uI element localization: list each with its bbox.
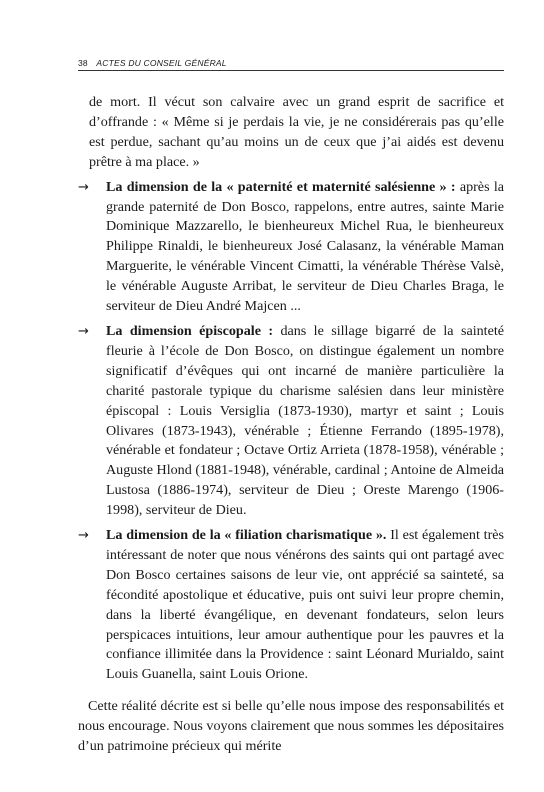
list-item <box>78 526 504 685</box>
list-item-heading: La dimension de la « filiation charismatique ». <box>106 527 387 544</box>
list-item-text <box>106 322 504 521</box>
running-header <box>78 58 504 71</box>
closing-paragraph: Cette réalité décrite est si belle qu’elle nous impose des responsabilités et nous encourage. Nous voyons clairement que nous sommes les dépositaires d’un patrimoine précieux qui mérite <box>78 698 504 755</box>
page-number: 38 <box>78 58 88 68</box>
arrow-icon: → <box>78 179 89 195</box>
intro-paragraph: de mort. Il vécut son calvaire avec un grand esprit de sacrifice et d’offrande : « Même si je perdais la vie, je ne considérerais pas qu’elle est perdue, sachant qu’au moins un de ceux que j’ai aidés est devenu prêtre à ma place. » <box>89 94 504 170</box>
list-item-heading: La dimension épiscopale : <box>106 322 274 339</box>
arrow-icon: → <box>78 323 89 339</box>
arrow-icon: → <box>78 528 89 544</box>
list-item-body: après la grande paternité de Don Bosco, rappelons, entre autres, sainte Marie Dominique Mazzarello, le bienheureux Michel Rua, le bienheureux Philippe Rinaldi, le bienheureux José Calasanz, la vénérable Maman Marguerite, le vénérable Vincent Cimatti, la vénérable Thérèse Valsè, le vénérable Auguste Arribat, le serviteur de Dieu Charles Braga, le serviteur de Dieu André Majcen ... <box>106 178 504 315</box>
page-body <box>78 93 504 757</box>
list-item <box>78 322 504 521</box>
running-title: ACTES DU CONSEIL GÉNÉRAL <box>96 58 227 68</box>
list-item-text <box>106 526 504 685</box>
list-item-body: dans le sillage bigarré de la sainteté fleurie à l’école de Don Bosco, on distingue également un nombre significatif d’évêques qui ont incarné de manière particulière la charité pastorale typique du charisme salésien dans leur ministère épiscopal : Louis Versiglia (1873-1930), martyr et saint ; Louis Olivares (1873-1943), vénérable ; Étienne Ferrando (1895-1978), vénérable et fondateur ; Octave Ortiz Arrieta (1878-1958), vénérable ; Auguste Hlond (1881-1948), vénérable, cardinal ; Antoine de Almeida Lustosa (1886-1974), serviteur de Dieu ; Oreste Marengo (1906-1998), serviteur de Dieu. <box>106 322 505 519</box>
list-item <box>78 178 504 317</box>
list-item-body: Il est également très intéressant de noter que nous vénérons des saints qui ont partagé avec Don Bosco certaines saisons de leur vie, ont apprécié sa sainteté, sa fécondité apostolique et éducative, puis ont suivi leur propre chemin, dans la liberté évangélique, en devenant fondateurs, selon leurs perspicaces intuitions, leur amour authentique pour les pauvres et la confiance illimitée dans la Providence : saint Léonard Murialdo, saint Louis Guanella, saint Louis Orione. <box>106 527 505 683</box>
list-item-text <box>106 178 504 317</box>
list-item-heading: La dimension de la « paternité et maternité salésienne » : <box>106 178 456 195</box>
